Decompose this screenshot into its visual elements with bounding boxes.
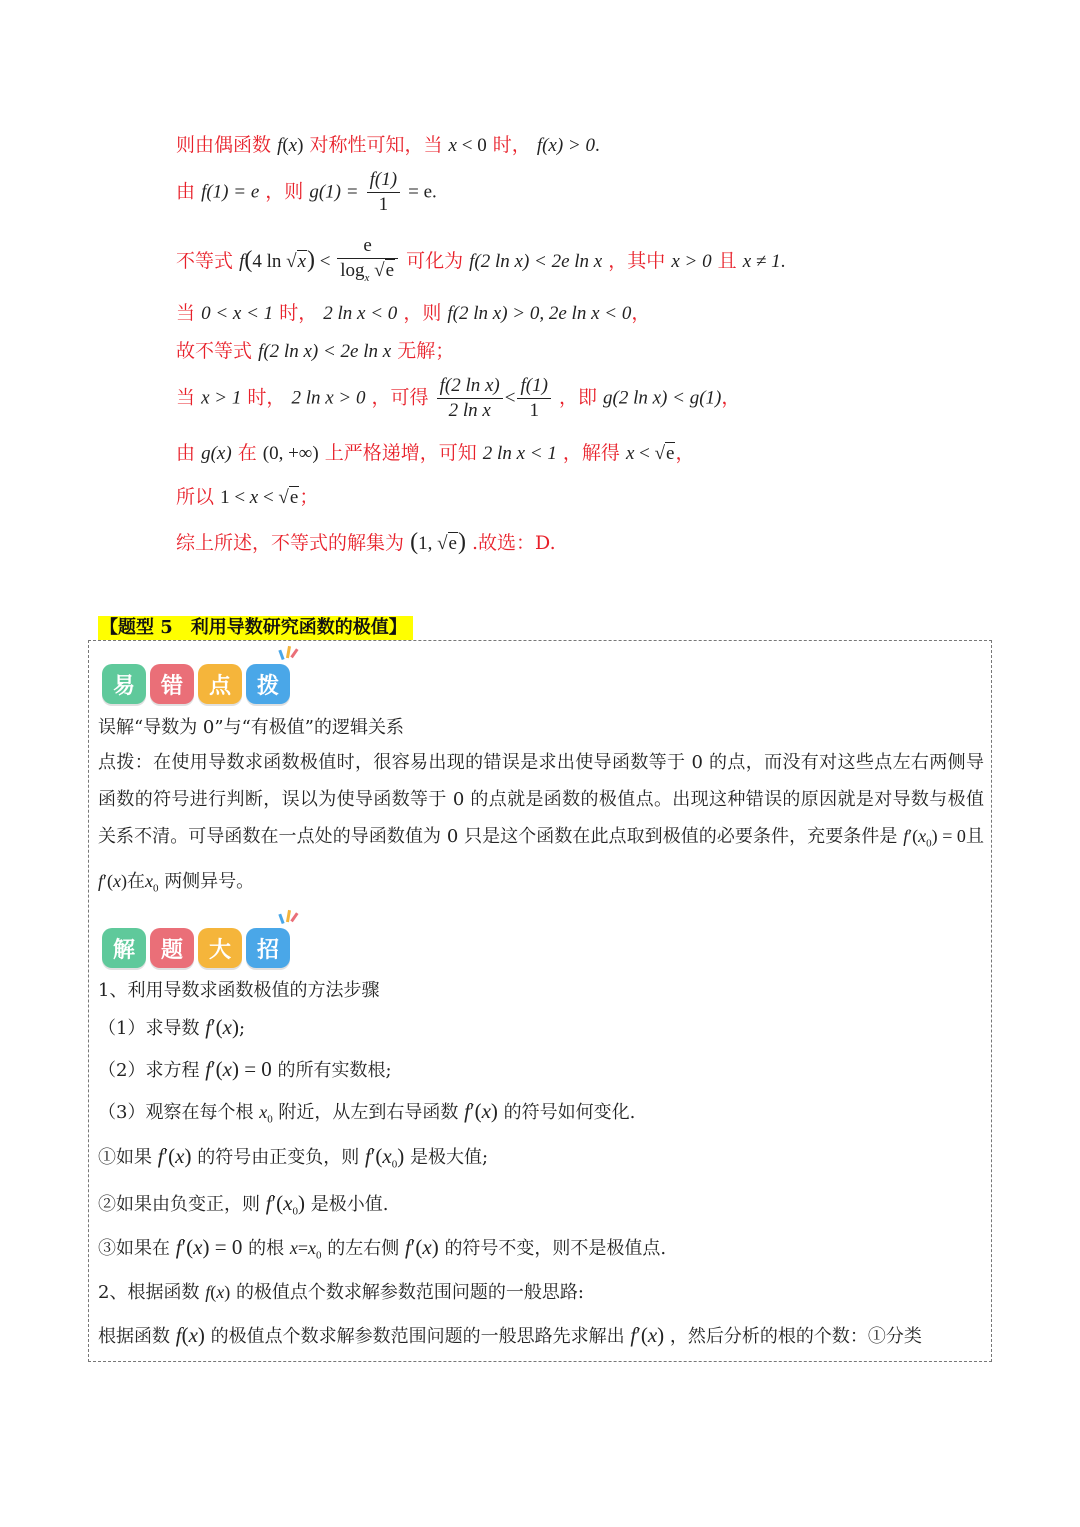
- math: 0 < x < 1: [201, 303, 274, 324]
- text: ，即: [558, 386, 597, 409]
- step-2: （2）求方程 f′(x) = 0 的所有实数根;: [98, 1057, 392, 1081]
- solution-line-5: [176, 336, 454, 363]
- text: （3）观察在每个根: [98, 1102, 254, 1123]
- math: 2 ln x > 0: [291, 387, 366, 409]
- case-1: ①如果 f′(x) 的符号由正变负，则 $f'(x_0)$ 是极大值;: [98, 1144, 489, 1171]
- text: 两侧异号。: [164, 870, 255, 892]
- badge: 招: [246, 928, 290, 968]
- method-heading-1: 1、利用导数求函数极值的方法步骤: [98, 980, 380, 1001]
- text: ，其中: [608, 249, 666, 272]
- math: x > 1: [201, 387, 242, 409]
- math: 2 ln x < 0: [323, 303, 398, 324]
- math: 2 ln x < 1: [482, 443, 557, 464]
- math: x > 0: [671, 250, 712, 272]
- math: = e: [408, 181, 433, 203]
- text: 2、根据函数: [98, 1282, 200, 1303]
- section-banner: 【题型 5 利用导数研究函数的极值】: [98, 616, 413, 640]
- badge-row-mistakes: [102, 664, 290, 704]
- text: ，解得: [562, 442, 620, 464]
- text: 当: [176, 386, 196, 409]
- math: g(1) =: [309, 181, 359, 203]
- text: 的符号不变，则不是极值点.: [444, 1238, 667, 1259]
- text: ，则: [403, 302, 442, 324]
- text: .故选：D.: [471, 532, 556, 554]
- text: 是极小值.: [310, 1194, 389, 1215]
- math: f(2 ln x) > 0, 2e ln x < 0: [447, 303, 632, 324]
- fraction: $\frac{f(1)}{1}$: [517, 374, 550, 423]
- math: g(2 ln x) < g(1): [603, 387, 722, 409]
- solution-line-4: 当 0 < x < 1 时， 2 ln x < 0 ，则 f(2 ln x) > 0, 2e ln x < 0，: [176, 302, 651, 324]
- solution-line-9: 综上所述，不等式的解集为 (1, √e) .故选：D.: [176, 529, 556, 555]
- badge: 错: [150, 664, 194, 704]
- text: 在: [237, 442, 257, 464]
- text: 的左右侧: [327, 1238, 400, 1259]
- text: 则由偶函数: [176, 134, 272, 156]
- text: 不等式: [176, 249, 234, 272]
- fraction: $\frac{\text{f(2 ln x)}}{\text{2 ln x}}$: [437, 374, 503, 423]
- text: 由: [176, 442, 196, 464]
- text: 的根: [248, 1238, 285, 1259]
- math: x ≠ 1: [742, 250, 781, 272]
- text: 当: [176, 302, 196, 324]
- badge: 大: [198, 928, 242, 968]
- badge: 点: [198, 664, 242, 704]
- text: 无解；: [397, 340, 455, 362]
- text: 时，: [279, 302, 318, 324]
- text: 点拨：在使用导数求函数极值时，很容易出现的错误是求出使导函数等于 0 的点，而没有对这些点左右两侧导函数的符号进行判断，误以为使导函数等于 0 的点就是函数的极值点。出现这种错误的原因就是对导数与极值关系不清。可导函数在一点处的导函数值为 0 只是这个函数在此点取到极值的必要条件，充要条件是: [98, 752, 984, 847]
- sparkle-icon: [276, 642, 300, 662]
- text: 的符号由正变负，则: [197, 1147, 360, 1168]
- tip-paragraph: 点拨：在使用导数求函数极值时，很容易出现的错误是求出使导函数等于 0 的点，而没有对这些点左右两侧导函数的符号进行判断，误以为使导函数等于 0 的点就是函数的极值点。出现这种错误的原因就是对导数与极值关系不清。可导函数在一点处的导函数值为 0 只是这个函数在此点取到极值的必要条件，充要条件是 $f'(x_0) = 0$且f′(x)在$x_0$ 两侧异号。: [98, 752, 984, 895]
- solution-line-7: 由 g(x) 在 (0, +∞) 上严格递增，可知 2 ln x < 1 ，解得 x < √e，: [176, 442, 695, 464]
- text: 时，: [247, 386, 286, 409]
- text: ③如果在: [98, 1238, 170, 1259]
- math: f(2 ln x) < 2e ln x: [258, 341, 392, 362]
- case-2: ②如果由负变正，则 $f'(x_0)$ 是极小值.: [98, 1191, 389, 1218]
- text: ，可得: [371, 386, 429, 409]
- text: 故不等式: [176, 340, 253, 362]
- text: ①如果: [98, 1147, 152, 1168]
- text: 且: [717, 249, 737, 272]
- fraction: $\frac{e}{\log_x √e}$: [337, 234, 398, 290]
- text: 的极值点个数求解参数范围问题的一般思路先求解出: [210, 1326, 625, 1347]
- text: 上严格递增，可知: [324, 442, 477, 464]
- solution-line-3: 不等式 f(4 ln √x) < $\frac{e}{\log_x √e}$ 可化为 f(2 ln x) < 2e ln x ，其中 x > 0 且 x ≠ 1.: [176, 234, 785, 290]
- step-3: （3）观察在每个根 $x_0$ 附近，从左到右导函数 f′(x) 的符号如何变化.: [98, 1099, 636, 1126]
- badge: 易: [102, 664, 146, 704]
- badge: 解: [102, 928, 146, 968]
- math: f(1) = e: [201, 181, 260, 203]
- text: 综上所述，不等式的解集为: [176, 532, 405, 554]
- subtitle: 误解“导数为 0”与“有极值”的逻辑关系: [98, 717, 404, 738]
- text: 可化为: [406, 249, 464, 272]
- math: f(2 ln x) < 2e ln x: [469, 250, 603, 272]
- text: 的所有实数根;: [277, 1060, 392, 1081]
- badge-row-methods: [102, 928, 290, 968]
- solution-line-1: 则由偶函数 f(x) 对称性可知，当 x < 0 时， f(x) > 0.: [176, 134, 600, 156]
- fraction: $\frac{f(1)}{1}$: [367, 168, 400, 217]
- math: (0, +∞): [262, 443, 319, 464]
- text: 根据函数: [98, 1326, 170, 1347]
- text: ，然后分析的根的个数：①分类: [669, 1326, 922, 1347]
- case-3: ③如果在 f′(x) = 0 的根 $x=x_0$ 的左右侧 f′(x) 的符号不变，则不是极值点.: [98, 1235, 667, 1262]
- math: g(x): [201, 443, 232, 464]
- solution-line-6: 当 x > 1 时， 2 ln x > 0 ，可得 $\frac{\text{f(2 ln x)}}{\text{2 ln x}}$ < $\frac{f(1)}{1}$ ，即 g(2 ln x) < g(1)，: [176, 375, 741, 421]
- text: 是极大值;: [409, 1147, 489, 1168]
- text: ②如果由负变正，则: [98, 1194, 260, 1215]
- text: 由: [176, 180, 196, 203]
- text: 的极值点个数求解参数范围问题的一般思路:: [235, 1282, 584, 1303]
- text: （1）求导数: [98, 1018, 200, 1039]
- step-1: （1）求导数 f′(x);: [98, 1015, 246, 1039]
- method-summary: 根据函数 f(x) 的极值点个数求解参数范围问题的一般思路先求解出 f′(x) ，然后分析的根的个数：①分类: [98, 1323, 922, 1347]
- sparkle-icon: [276, 906, 300, 926]
- solution-line-8: 所以 1 < x < √e；: [176, 486, 319, 508]
- math: f: [277, 135, 283, 156]
- text: 的符号如何变化.: [503, 1102, 636, 1123]
- badge: 拨: [246, 664, 290, 704]
- text: 对称性可知，当: [309, 134, 443, 156]
- badge: 题: [150, 928, 194, 968]
- text: 附近，从左到右导函数: [278, 1102, 459, 1123]
- text: 所以: [176, 486, 215, 508]
- text: （2）求方程: [98, 1060, 200, 1081]
- solution-line-2: 由 f(1) = e ，则 g(1) = $\frac{f(1)}{1}$ = e.: [176, 169, 437, 215]
- text: 时，: [492, 134, 531, 156]
- math: f(x) > 0: [536, 135, 595, 156]
- method-heading-2: 2、根据函数 f(x) 的极值点个数求解参数范围问题的一般思路:: [98, 1282, 584, 1303]
- text: ，则: [265, 180, 304, 203]
